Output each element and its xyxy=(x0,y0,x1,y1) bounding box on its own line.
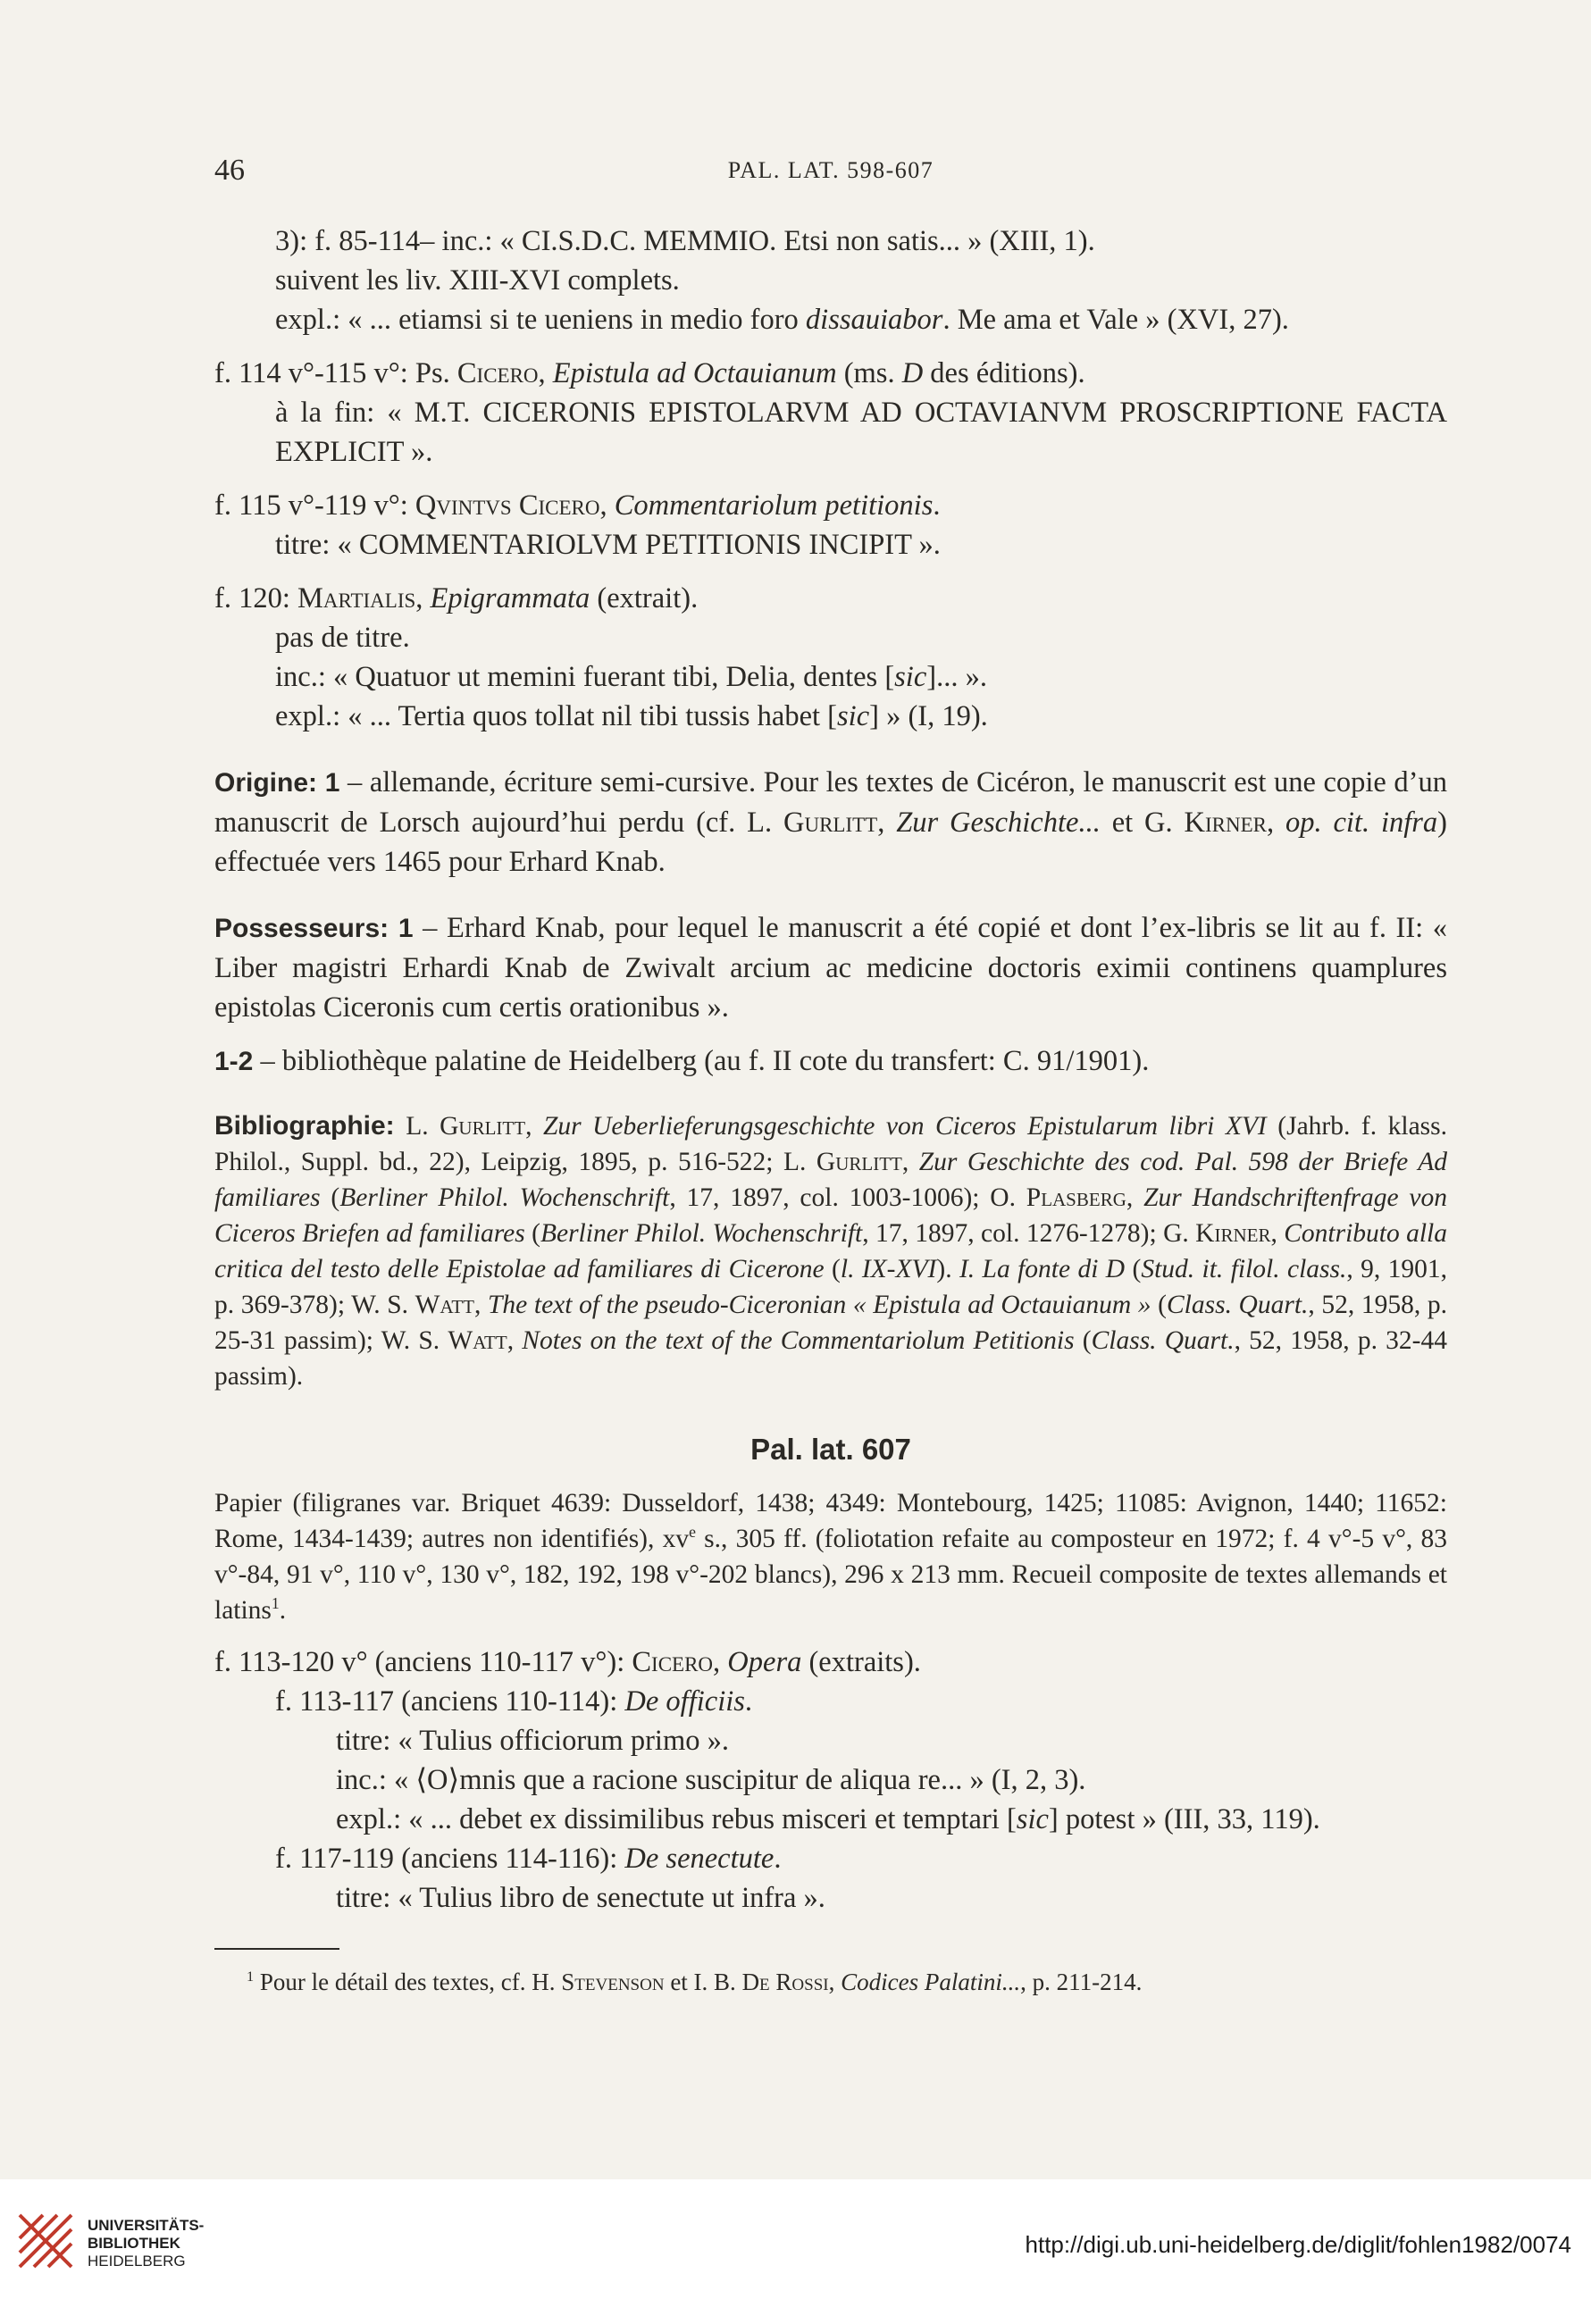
library-name: UNIVERSITÄTS- BIBLIOTHEK HEIDELBERG xyxy=(88,2217,205,2270)
footnote-divider xyxy=(214,1948,339,1950)
origine-label: Origine: 1 xyxy=(214,768,340,798)
bibliographie-paragraph: Bibliographie: L. Gurlitt, Zur Ueberlieferungsgeschichte von Ciceros Epistularum libri XVI (Jahrb. f. klass. Philol., Suppl. bd., 22), Leipzig, 1895, p. 516-522; L. Gurlitt, Zur Geschichte des cod. Pal. 598 der Briefe Ad familiares (Berliner Philol. Wochenschrift, 17, 1897, col. 1003-1006); O. Plasberg, Zur Handschriftenfrage von Ciceros Briefen ad familiares (Berliner Philol. Wochenschrift, 17, 1897, col. 1276-1278); G. Kirner, Contributo alla critica del testo delle Epistolae ad familiares di Cicerone (l. IX-XVI). I. La fonte di D (Stud. it. filol. class., 9, 1901, p. 369-378); W. S. Watt, The text of the pseudo-Ciceronian « Epistula ad Octauianum » (Class. Quart., 52, 1958, p. 25-31 passim); W. S. Watt, Notes on the text of the Commentariolum Petitionis (Class. Quart., 52, 1958, p. 32-44 passim). xyxy=(214,1111,1448,1391)
entry-line: 3): f. 85-114– inc.: « CI.S.D.C. MEMMIO. Etsi non satis... » (XIII, 1). xyxy=(275,225,1095,257)
bibliographie-label: Bibliographie: xyxy=(214,1111,395,1141)
possesseurs-label: Possesseurs: 1 xyxy=(214,914,414,943)
entry-line: suivent les liv. XIII-XVI complets. xyxy=(275,264,680,297)
entry-line: f. 113-117 (anciens 110-114): De officiis. xyxy=(275,1685,753,1718)
page-header xyxy=(214,154,1447,189)
section-title: Pal. lat. 607 xyxy=(750,1433,911,1466)
entry-line: titre: « Tulius officiorum primo ». xyxy=(336,1725,729,1757)
entry-line: à la fin: « M.T. CICERONIS EPISTOLARVM AD OCTAVIANVM PROSCRIPTIONE FACTA EXPLICIT ». xyxy=(275,397,1447,468)
entry-line: expl.: « ... Tertia quos tollat nil tibi tussis habet [sic] » (I, 19). xyxy=(275,700,988,732)
entry-line: expl.: « ... etiamsi si te ueniens in medio foro dissauiabor. Me ama et Vale » (XVI, 27). xyxy=(275,304,1289,336)
entry-line: inc.: « ⟨O⟩mnis que a racione suscipitur de aliqua re... » (I, 2, 3). xyxy=(336,1764,1086,1796)
possesseurs-paragraph: Possesseurs: 1 – Erhard Knab, pour lequel le manuscrit a été copié et dont l’ex-libris se lit au f. II: « Liber magistri Erhardi Knab de Zwivalt arcium ac medicine doctoris eximii continens quamplures epistolas Ciceronis cum certis orationibus ». xyxy=(214,912,1448,1024)
entry-line: titre: « Tulius libro de senectute ut infra ». xyxy=(336,1882,825,1914)
page-number: 46 xyxy=(214,154,245,187)
origine-paragraph: Origine: 1 – allemande, écriture semi-cursive. Pour les textes de Cicéron, le manuscrit est une copie d’un manuscrit de Lorsch aujourd’hui perdu (cf. L. Gurlitt, Zur Geschichte... et G. Kirner, op. cit. infra) effectuée vers 1465 pour Erhard Knab. xyxy=(214,766,1448,878)
page-footer xyxy=(0,2179,1591,2324)
entry-line: pas de titre. xyxy=(275,622,410,654)
main-text xyxy=(214,222,1447,1998)
entry-line: inc.: « Quatuor ut memini fuerant tibi, Delia, dentes [sic]... ». xyxy=(275,661,987,693)
manuscript-description: Papier (filigranes var. Briquet 4639: Dusseldorf, 1438; 4349: Montebourg, 1425; 11085: Avignon, 1440; 11652: Rome, 1434-1439; autres non identifiés), $xv^e$ s., 305 ff. (foliotation refaite au composteur en 1972; f. 4 v°-5 v°, 83 v°-84, 91 v°, 110 v°, 130 v°, 182, 192, 198 v°-202 blancs), 296 x 213 mm. Recueil composite de textes allemands et latins$^1$. xyxy=(214,1489,1447,1625)
source-url[interactable]: http://digi.ub.uni-heidelberg.de/diglit/fohlen1982/0074 xyxy=(1025,2231,1571,2258)
footnote: $^1$ Pour le détail des textes, cf. H. Stevenson et I. B. De Rossi, Codices Palatini..., p. 211-214. xyxy=(247,1969,1143,1995)
possesseurs-paragraph: 1-2 – bibliothèque palatine de Heidelberg (au f. II cote du transfert: C. 91/1901). xyxy=(214,1045,1150,1077)
entry-line: expl.: « ... debet ex dissimilibus rebus misceri et temptari [sic] potest » (III, 33, 119). xyxy=(336,1803,1320,1835)
entry-line: titre: « COMMENTARIOLVM PETITIONIS INCIPIT ». xyxy=(275,529,941,561)
entry-line: f. 114 v°-115 v°: Ps. Cicero, Epistula ad Octauianum (ms. D des éditions). xyxy=(214,357,1085,389)
footnote-ref: 1 xyxy=(271,1594,280,1613)
entry-line: f. 115 v°-119 v°: Qvintvs Cicero, Commentariolum petitionis. xyxy=(214,489,941,522)
entry-line: f. 117-119 (anciens 114-116): De senectute. xyxy=(275,1843,782,1875)
entry-line: f. 113-120 v° (anciens 110-117 v°): Cicero, Opera (extraits). xyxy=(214,1646,921,1678)
library-logo-icon xyxy=(16,2211,75,2270)
running-head: PAL. LAT. 598-607 xyxy=(727,157,934,183)
entry-line: f. 120: Martialis, Epigrammata (extrait). xyxy=(214,582,699,614)
